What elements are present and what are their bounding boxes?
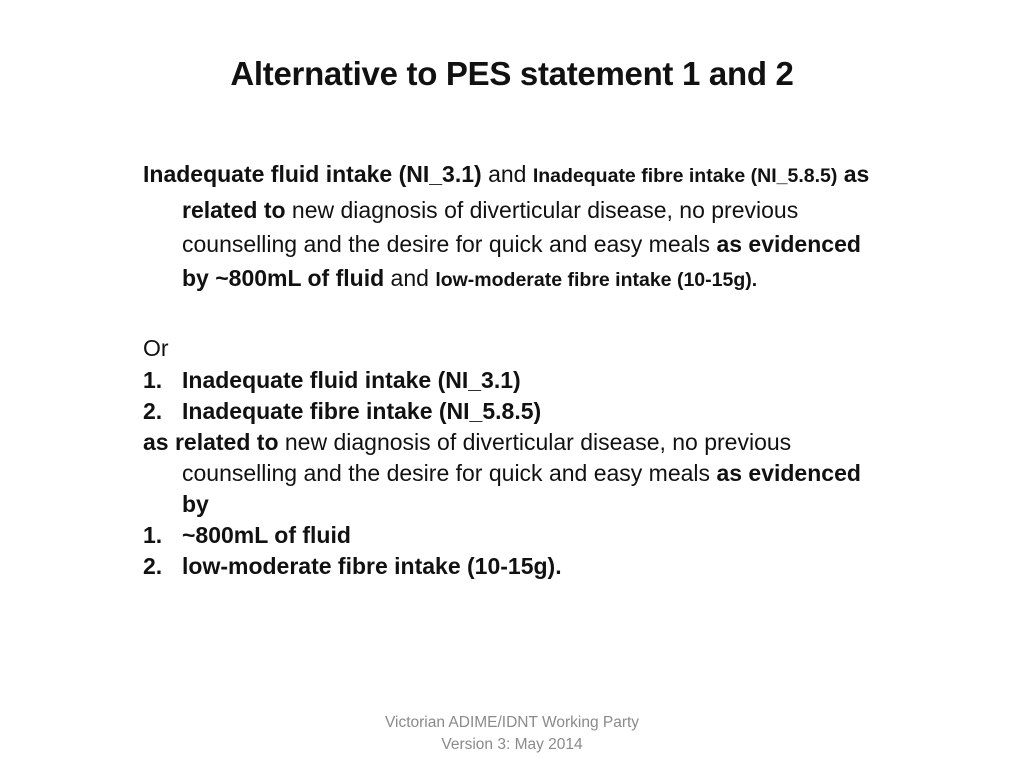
etiology-text: new diagnosis of diverticular disease, no previous counselling and the desire for quick and easy meals (182, 197, 799, 257)
slide-footer (0, 712, 1024, 756)
connector-and: and (481, 161, 533, 187)
list-text: Inadequate fibre intake (NI_5.8.5) (182, 398, 542, 424)
diagnosis-fluid: Inadequate fluid intake (NI_3.1) (143, 161, 482, 187)
slide-title: Alternative to PES statement 1 and 2 (230, 55, 794, 92)
related-to-paragraph (143, 427, 888, 520)
list-text: low-moderate fibre intake (10-15g). (182, 553, 562, 579)
list-item (143, 396, 888, 427)
list-text: Inadequate fluid intake (NI_3.1) (182, 367, 521, 393)
list-item (143, 551, 888, 582)
list-number: 1. (143, 367, 163, 393)
connector-and-2: and (384, 265, 436, 291)
evidence-fibre: low-moderate fibre intake (10-15g). (435, 269, 758, 291)
list-number: 2. (143, 553, 163, 579)
or-label: Or (143, 335, 169, 361)
evidenced-by-label: as evidenced by (182, 460, 861, 517)
list-number: 2. (143, 398, 163, 424)
diagnosis-fibre: Inadequate fibre intake (NI_5.8.5) (532, 165, 838, 187)
related-to-label: as related to (143, 429, 279, 455)
evidenced-by-fluid: as evidenced by ~800mL of fluid (182, 231, 861, 291)
list-item (143, 365, 888, 396)
diagnosis-list (143, 365, 888, 427)
slide-body (143, 157, 888, 582)
list-text: ~800mL of fluid (182, 522, 351, 548)
list-number: 1. (143, 522, 163, 548)
list-item (143, 520, 888, 551)
footer-organisation: Victorian ADIME/IDNT Working Party (384, 714, 640, 731)
footer-version: Version 3: May 2014 (441, 736, 583, 753)
pes-statement-paragraph (143, 157, 888, 297)
related-to-label: as related to (182, 161, 870, 223)
etiology-text: new diagnosis of diverticular disease, no previous counselling and the desire for quick and easy meals (182, 429, 792, 486)
evidence-list (143, 520, 888, 582)
